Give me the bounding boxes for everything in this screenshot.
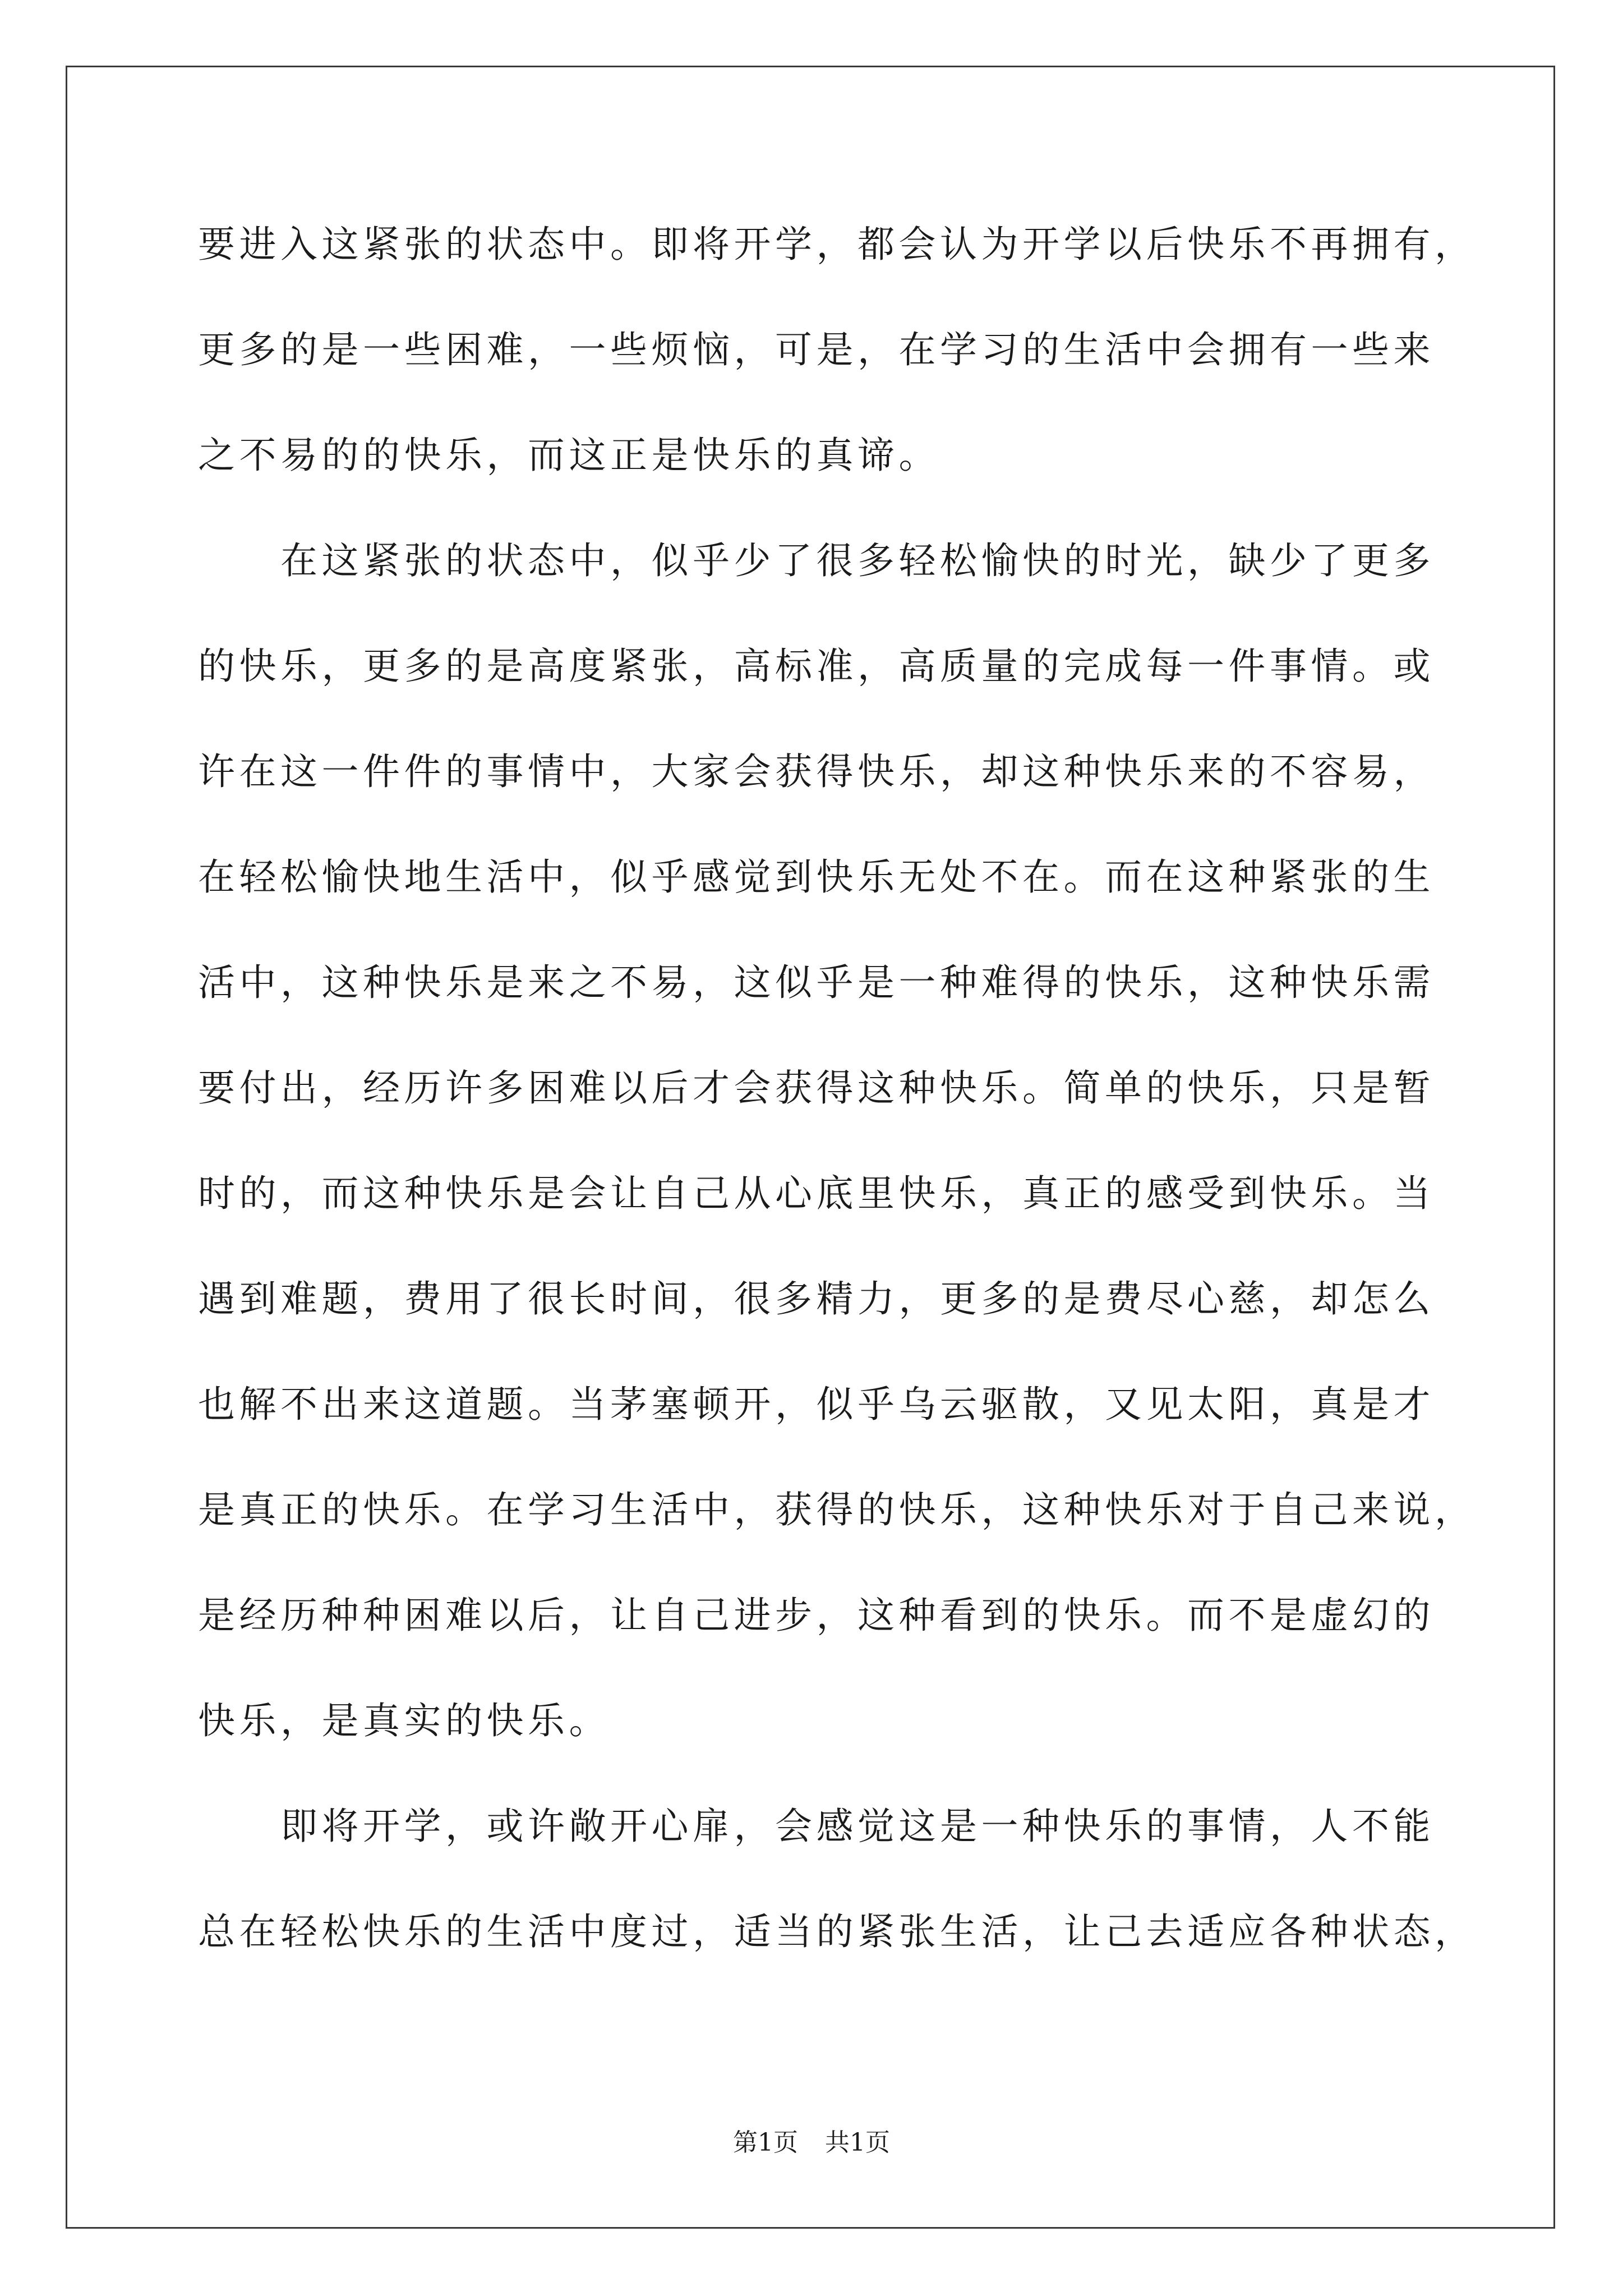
text-line: 遇到难题，费用了很长时间，很多精力，更多的是费尽心慈，却怎么: [198, 1277, 1435, 1320]
text-line: 更多的是一些困难，一些烦恼，可是，在学习的生活中会拥有一些来: [198, 328, 1435, 371]
text-line: 活中，这种快乐是来之不易，这似乎是一种难得的快乐，这种快乐需: [198, 961, 1435, 1004]
text-line: 在轻松愉快地生活中，似乎感觉到快乐无处不在。而在这种紧张的生: [198, 855, 1435, 899]
text-line: 的快乐，更多的是高度紧张，高标准，高质量的完成每一件事情。或: [198, 645, 1435, 688]
page-footer: [0, 2126, 1623, 2160]
text-line: 也解不出来这道题。当茅塞顿开，似乎乌云驱散，又见太阳，真是才: [198, 1383, 1435, 1426]
text-line: 要进入这紧张的状态中。即将开学，都会认为开学以后快乐不再拥有，: [198, 223, 1476, 266]
text-line: 快乐，是真实的快乐。: [198, 1699, 610, 1742]
text-line: 是经历种种困难以后，让自己进步，这种看到的快乐。而不是虚幻的: [198, 1594, 1435, 1637]
text-line: 要付出，经历许多困难以后才会获得这种快乐。简单的快乐，只是暂: [198, 1066, 1435, 1110]
paragraph-first-line: 即将开学，或许敞开心扉，会感觉这是一种快乐的事情，人不能: [280, 1805, 1435, 1848]
text-line: 总在轻松快乐的生活中度过，适当的紧张生活，让己去适应各种状态，: [198, 1910, 1476, 1953]
page-number: 第1页: [733, 2128, 798, 2157]
text-line: 许在这一件件的事情中，大家会获得快乐，却这种快乐来的不容易，: [198, 750, 1435, 793]
document-body: [198, 213, 1476, 2006]
text-line: 时的，而这种快乐是会让自己从心底里快乐，真正的感受到快乐。当: [198, 1172, 1435, 1215]
text-line: 是真正的快乐。在学习生活中，获得的快乐，这种快乐对于自己来说，: [198, 1488, 1476, 1531]
paragraph-first-line: 在这紧张的状态中，似乎少了很多轻松愉快的时光，缺少了更多: [280, 539, 1435, 582]
page-total: 共1页: [825, 2128, 890, 2157]
text-line: 之不易的的快乐，而这正是快乐的真谛。: [198, 434, 940, 477]
